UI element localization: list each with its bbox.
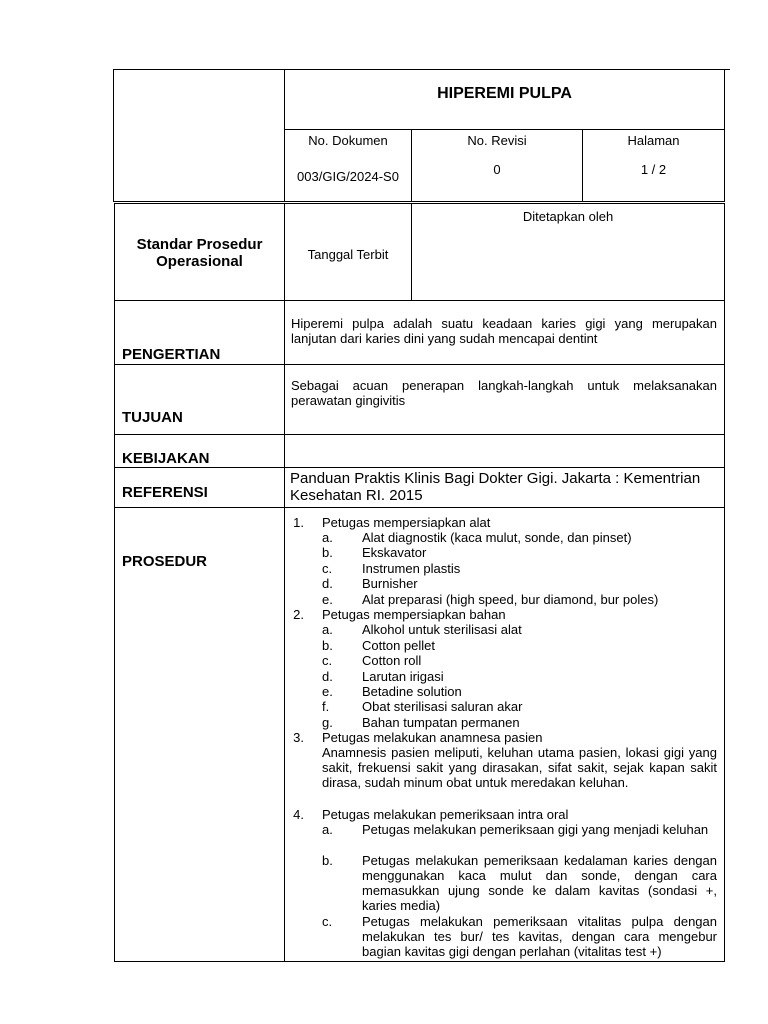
substep-text: Cotton roll — [362, 653, 422, 668]
substep-text: Cotton pellet — [362, 638, 435, 653]
referensi-label: REFERENSI — [122, 484, 208, 501]
page-value: 1 / 2 — [640, 162, 667, 177]
page-label: Halaman — [627, 133, 680, 148]
substep-text: Petugas melakukan pemeriksaan vitalitas pulpa dengan melakukan tes bur/ tes kavitas, dengan cara mengebur bagian kavitas gigi dengan perlahan (vitalitas test +) — [362, 914, 717, 959]
substep-text: Petugas melakukan pemeriksaan kedalaman karies dengan menggunakan kaca mulut dan sonde, dengan cara memasukkan ujung sonde ke dalam kavitas (sondasi +, karies media) — [362, 853, 717, 913]
substep-letter: b. — [322, 853, 333, 868]
approved-by-label: Ditetapkan oleh — [522, 209, 614, 224]
kebijakan-content-cell — [284, 434, 725, 468]
step-text: Petugas mempersiapkan bahan — [322, 607, 506, 622]
substep-letter: c. — [322, 561, 333, 576]
substep-letter: a. — [322, 822, 333, 837]
prosedur-label-cell — [114, 507, 285, 962]
step-description: Anamnesis pasien meliputi, keluhan utama pasien, lokasi gigi yang sakit, frekuensi sakit yang dirasakan, sifat sakit, sejak kapan sakit dirasa, sudah minum obat untuk meredakan keluhan. — [322, 745, 717, 790]
procedure-substep — [284, 853, 717, 914]
substep-letter: f. — [322, 699, 330, 714]
substep-letter: d. — [322, 669, 333, 684]
procedure-substep — [284, 561, 717, 576]
substep-text: Larutan irigasi — [362, 669, 444, 684]
procedure-step — [284, 807, 717, 822]
step-number: 3. — [293, 730, 304, 745]
substep-text: Instrumen plastis — [362, 561, 461, 576]
procedure-step — [284, 607, 717, 622]
procedure-substep — [284, 576, 717, 591]
step-number: 4. — [293, 807, 304, 822]
pengertian-label: PENGERTIAN — [122, 346, 221, 363]
substep-letter: d. — [322, 576, 333, 591]
procedure-substep — [284, 530, 717, 545]
tujuan-label: TUJUAN — [122, 409, 183, 426]
substep-letter: a. — [322, 622, 333, 637]
procedure-substep — [284, 545, 717, 560]
procedure-substep — [284, 914, 717, 960]
substep-letter: c. — [322, 914, 333, 929]
prosedur-label: PROSEDUR — [122, 553, 208, 570]
substep-text: Obat sterilisasi saluran akar — [362, 699, 523, 714]
revision-label: No. Revisi — [467, 133, 527, 148]
document-title: HIPEREMI PULPA — [437, 85, 572, 102]
procedure-substep — [284, 622, 717, 637]
substep-letter: a. — [322, 530, 333, 545]
pengertian-text: Hiperemi pulpa adalah suatu keadaan karies gigi yang merupakan lanjutan dari karies dini yang sudah mencapai dentint — [291, 316, 717, 346]
doc-number-value: 003/GIG/2024-S0 — [297, 169, 399, 184]
substep-text: Alkohol untuk sterilisasi alat — [362, 622, 522, 637]
procedure-substep — [284, 715, 717, 730]
issue-date-label: Tanggal Terbit — [307, 247, 389, 262]
procedure-substep — [284, 669, 717, 684]
substep-letter: c. — [322, 653, 333, 668]
substep-text: Petugas melakukan pemeriksaan gigi yang menjadi keluhan — [362, 822, 709, 837]
procedure-substep — [284, 653, 717, 668]
procedure-substep — [284, 684, 717, 699]
substep-text: Alat diagnostik (kaca mulut, sonde, dan pinset) — [362, 530, 632, 545]
procedure-step — [284, 515, 717, 530]
tujuan-text: Sebagai acuan penerapan langkah-langkah untuk melaksanakan perawatan gingivitis — [291, 378, 717, 408]
substep-letter: e. — [322, 592, 333, 607]
kebijakan-label: KEBIJAKAN — [122, 450, 210, 467]
procedure-list — [284, 507, 717, 962]
substep-text: Alat preparasi (high speed, bur diamond, bur poles) — [362, 592, 659, 607]
step-number: 1. — [293, 515, 304, 530]
doc-number-label: No. Dokumen — [308, 133, 388, 148]
header-line-stub — [724, 69, 730, 70]
substep-letter: b. — [322, 545, 333, 560]
substep-text: Bahan tumpatan permanen — [362, 715, 520, 730]
substep-letter: e. — [322, 684, 333, 699]
procedure-substep — [284, 592, 717, 607]
substep-letter: b. — [322, 638, 333, 653]
substep-text: Burnisher — [362, 576, 418, 591]
procedure-step — [284, 730, 717, 745]
revision-value: 0 — [493, 162, 501, 177]
sop-label: Standar Prosedur Operasional — [136, 236, 263, 270]
step-text: Petugas melakukan pemeriksaan intra oral — [322, 807, 569, 822]
referensi-text: Panduan Praktis Klinis Bagi Dokter Gigi. Jakarta : Kementrian Kesehatan RI. 2015 — [290, 470, 701, 504]
header-logo-cell — [113, 69, 285, 202]
substep-text: Betadine solution — [362, 684, 462, 699]
procedure-substep — [284, 699, 717, 714]
step-text: Petugas melakukan anamnesa pasien — [322, 730, 543, 745]
step-number: 2. — [293, 607, 304, 622]
substep-text: Ekskavator — [362, 545, 427, 560]
procedure-substep — [284, 822, 717, 853]
step-text: Petugas mempersiapkan alat — [322, 515, 491, 530]
substep-letter: g. — [322, 715, 333, 730]
procedure-substep — [284, 638, 717, 653]
